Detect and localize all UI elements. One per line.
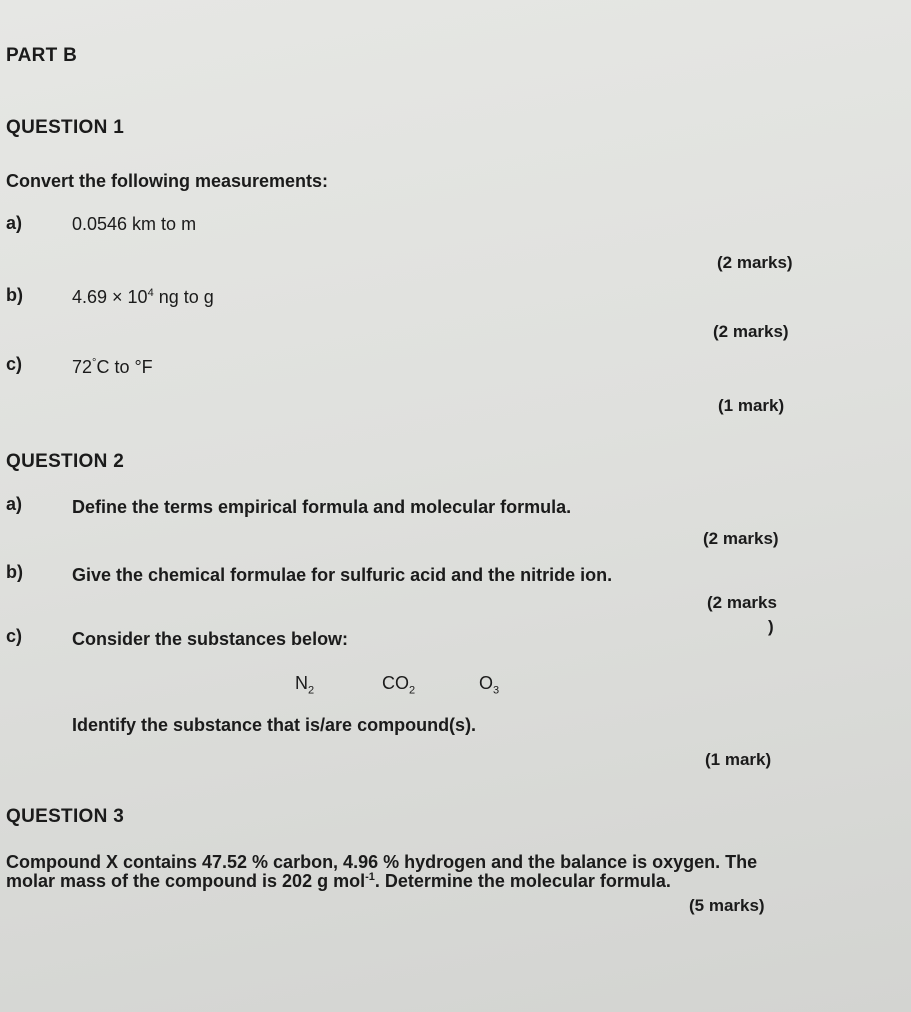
q2b-marks: (2 marks bbox=[707, 593, 777, 612]
q2b-text: Give the chemical formulae for sulfuric acid and the nitride ion. bbox=[72, 565, 613, 585]
q2c-text: Consider the substances below: bbox=[72, 629, 349, 649]
q1b-label: b) bbox=[6, 285, 23, 305]
q3-line2: molar mass of the compound is 202 g mol$^{-1}$. Determine the molecular formula. bbox=[6, 871, 671, 891]
question-1-instruction: Convert the following measurements: bbox=[6, 171, 329, 191]
q1c-rest: C to °F bbox=[96, 357, 153, 377]
q1c-val: 72 bbox=[72, 357, 93, 377]
formula-o3: $O_3$ bbox=[479, 673, 500, 697]
q1c-label: c) bbox=[6, 354, 23, 374]
q2c-marks: (1 mark) bbox=[705, 750, 772, 769]
q2b-label: b) bbox=[6, 562, 23, 582]
q3-line1: Compound X contains 47.52 % carbon, 4.96 % hydrogen and the balance is oxygen. The bbox=[6, 852, 758, 872]
question-1-heading: QUESTION 1 bbox=[6, 117, 125, 138]
q2c-prompt: Identify the substance that is/are compound(s). bbox=[72, 715, 477, 735]
question-2-heading: QUESTION 2 bbox=[6, 451, 125, 472]
q2b-marks-close: ) bbox=[768, 617, 774, 636]
q1a-marks: (2 marks) bbox=[717, 253, 793, 272]
q1b-rest: ng to g bbox=[153, 287, 214, 307]
q2a-label: a) bbox=[6, 494, 23, 514]
q1b-coef: 4.69 × 10 bbox=[72, 287, 148, 307]
q1b-exp: 4 bbox=[147, 287, 154, 299]
q1a-text: 0.0546 km to m bbox=[72, 214, 197, 234]
q1b-text bbox=[72, 287, 214, 308]
part-title: PART B bbox=[6, 45, 78, 66]
q1c-text bbox=[72, 357, 153, 378]
question-3-heading: QUESTION 3 bbox=[6, 806, 125, 827]
q1c-marks: (1 mark) bbox=[718, 396, 785, 415]
q1a-label: a) bbox=[6, 213, 23, 233]
q2a-marks: (2 marks) bbox=[703, 529, 779, 548]
formula-co2: $CO_2$ bbox=[382, 673, 416, 697]
q1c-deg: ° bbox=[92, 357, 97, 369]
q1b-marks: (2 marks) bbox=[713, 322, 789, 341]
q3-marks: (5 marks) bbox=[689, 896, 765, 915]
formula-n2: $N_2$ bbox=[295, 673, 315, 697]
q2a-text: Define the terms empirical formula and molecular formula. bbox=[72, 497, 572, 517]
q2c-label: c) bbox=[6, 626, 23, 646]
